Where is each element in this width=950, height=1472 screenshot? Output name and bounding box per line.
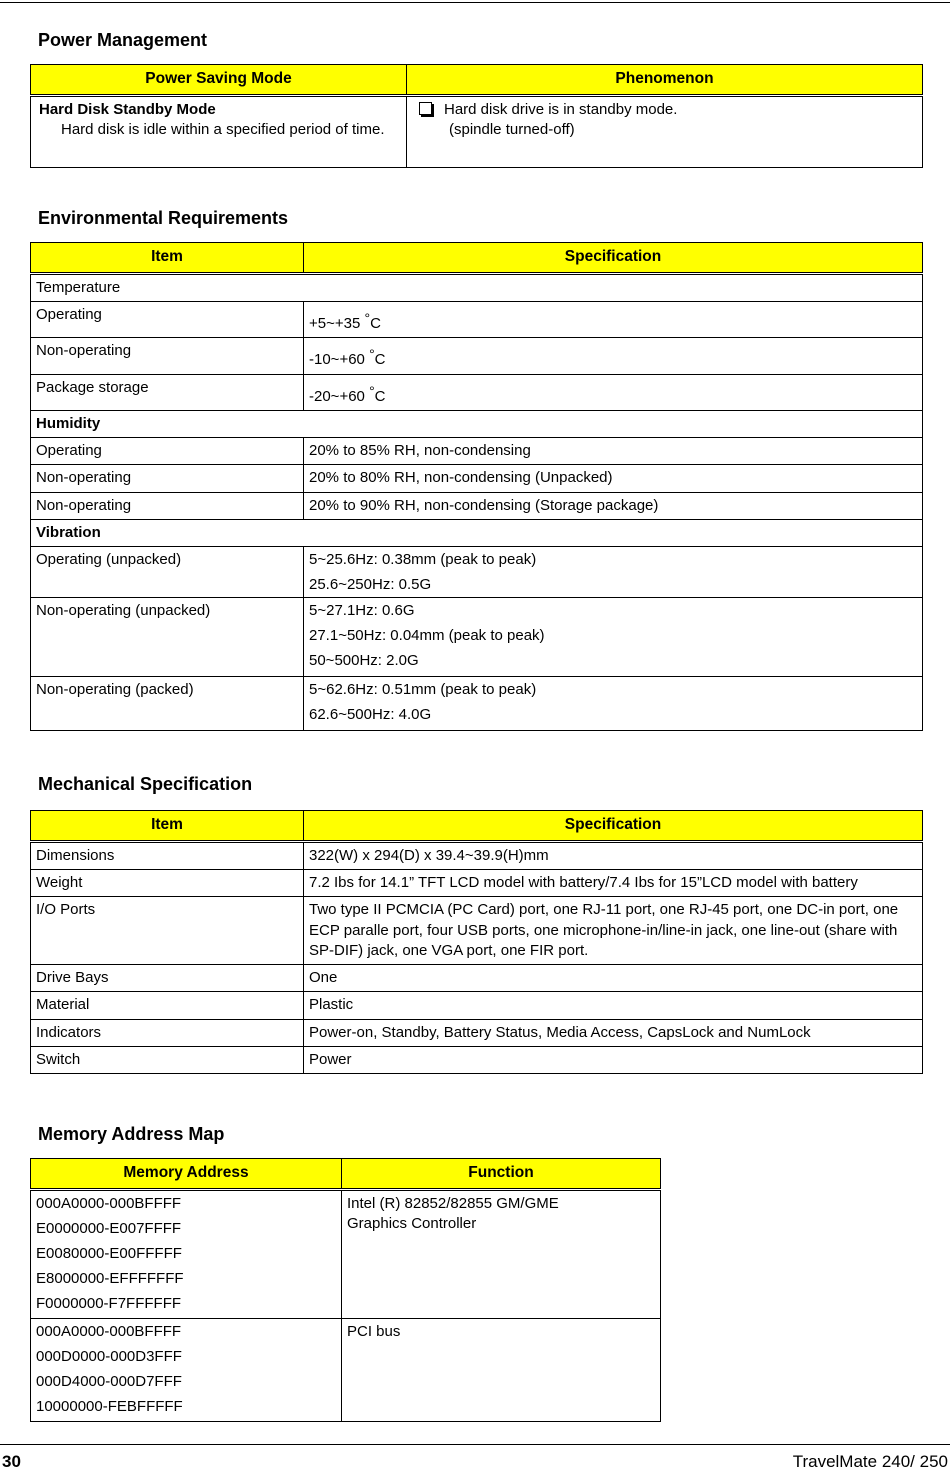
header-phenomenon: Phenomenon xyxy=(407,65,923,96)
row-item: Indicators xyxy=(31,1019,304,1046)
table-row xyxy=(31,338,923,374)
memory-function: PCI bus xyxy=(347,1322,401,1340)
table-row xyxy=(31,302,923,338)
row-spec: +5~+35 xyxy=(309,315,361,333)
header-specification: Specification xyxy=(304,243,923,274)
header-function: Function xyxy=(342,1159,661,1190)
row-item: Drive Bays xyxy=(31,965,304,992)
table-row xyxy=(31,1019,923,1046)
memory-map-table xyxy=(30,1158,661,1422)
table-row xyxy=(31,492,923,519)
row-spec: 20% to 90% RH, non-condensing (Storage package) xyxy=(304,492,923,519)
row-item: Non-operating xyxy=(31,492,304,519)
temp-unit: C xyxy=(370,315,381,333)
header-power-saving-mode: Power Saving Mode xyxy=(31,65,407,96)
memory-address: F0000000-F7FFFFFF xyxy=(36,1294,182,1312)
row-spec-line: 25.6~250Hz: 0.5G xyxy=(309,576,432,594)
row-spec-line: 5~27.1Hz: 0.6G xyxy=(309,602,415,620)
header-memory-address: Memory Address xyxy=(31,1159,342,1190)
table-row xyxy=(31,465,923,492)
memory-function: Intel (R) 82852/82855 GM/GME xyxy=(347,1194,559,1212)
row-spec: -20~+60 xyxy=(309,387,365,405)
table-row xyxy=(31,870,923,897)
row-item: Switch xyxy=(31,1046,304,1073)
top-rule xyxy=(0,2,950,3)
memory-address: E0000000-E007FFFF xyxy=(36,1219,182,1237)
row-spec: Power-on, Standby, Battery Status, Media Access, CapsLock and NumLock xyxy=(304,1019,923,1046)
row-spec: 20% to 80% RH, non-condensing (Unpacked) xyxy=(304,465,923,492)
table-row xyxy=(31,992,923,1019)
environmental-title: Environmental Requirements xyxy=(38,208,289,228)
checkbox-bullet-icon xyxy=(419,102,432,115)
mode-name: Hard Disk Standby Mode xyxy=(39,100,216,118)
footer-rule xyxy=(0,1444,950,1445)
degree-icon: ° xyxy=(369,382,375,399)
temp-unit: C xyxy=(374,351,386,369)
page-number: 30 xyxy=(2,1452,21,1471)
environmental-table xyxy=(30,242,923,731)
mode-description: Hard disk is idle within a specified period of time. xyxy=(61,121,385,139)
row-spec-line: 27.1~50Hz: 0.04mm (peak to peak) xyxy=(309,627,545,645)
table-row xyxy=(31,1189,661,1318)
row-spec: 20% to 85% RH, non-condensing xyxy=(304,438,923,465)
temperature-group: Temperature xyxy=(31,273,923,301)
memory-address: 000D0000-000D3FFF xyxy=(36,1347,182,1365)
row-spec: Power xyxy=(304,1046,923,1073)
table-row xyxy=(31,841,923,869)
footer-product-title: TravelMate 240/ 250 xyxy=(792,1452,948,1471)
row-item: I/O Ports xyxy=(31,897,304,965)
mechanical-title: Mechanical Specification xyxy=(38,774,253,794)
row-spec: 7.2 Ibs for 14.1” TFT LCD model with battery/7.4 Ibs for 15”LCD model with battery xyxy=(304,870,923,897)
row-spec-line: 5~62.6Hz: 0.51mm (peak to peak) xyxy=(309,681,537,699)
memory-function: Graphics Controller xyxy=(347,1215,477,1233)
row-item: Package storage xyxy=(31,374,304,410)
row-item: Operating (unpacked) xyxy=(31,547,304,598)
power-management-table xyxy=(30,64,923,168)
row-spec-line: 50~500Hz: 2.0G xyxy=(309,652,419,670)
memory-address: 000A0000-000BFFFF xyxy=(36,1194,182,1212)
memory-address: E0080000-E00FFFFF xyxy=(36,1244,182,1262)
row-item: Non-operating xyxy=(31,338,304,374)
row-item: Non-operating (unpacked) xyxy=(31,598,304,677)
row-item: Operating xyxy=(31,302,304,338)
row-spec: One xyxy=(304,965,923,992)
degree-icon: ° xyxy=(369,346,375,363)
row-item: Material xyxy=(31,992,304,1019)
row-spec: 322(W) x 294(D) x 39.4~39.9(H)mm xyxy=(304,841,923,869)
table-row xyxy=(31,677,923,731)
phenomenon-line1: Hard disk drive is in standby mode. xyxy=(444,100,678,118)
table-row xyxy=(31,965,923,992)
header-item: Item xyxy=(31,243,304,274)
vibration-group: Vibration xyxy=(31,519,923,546)
table-row xyxy=(31,897,923,965)
row-item: Operating xyxy=(31,438,304,465)
table-row xyxy=(31,374,923,410)
table-row xyxy=(31,1046,923,1073)
memory-address: 000A0000-000BFFFF xyxy=(36,1322,182,1340)
table-row xyxy=(31,547,923,598)
row-spec: -10~+60 xyxy=(309,351,365,369)
table-row xyxy=(31,598,923,677)
phenomenon-line2: (spindle turned-off) xyxy=(449,121,575,139)
row-spec-line: 62.6~500Hz: 4.0G xyxy=(309,706,432,724)
row-spec: Two type II PCMCIA (PC Card) port, one RJ-11 port, one RJ-45 port, one DC-in port, one ECP paralle port, four USB ports, one microphone-in/line-in jack, one line-out (share with SP-DIF) jack, one VGA port, one FIR port. xyxy=(304,897,923,965)
degree-icon: ° xyxy=(364,310,371,327)
memory-map-title: Memory Address Map xyxy=(38,1124,225,1144)
row-item: Dimensions xyxy=(31,841,304,869)
header-item: Item xyxy=(31,811,304,842)
table-row xyxy=(31,438,923,465)
memory-address: 10000000-FEBFFFFF xyxy=(36,1397,183,1415)
humidity-group: Humidity xyxy=(31,410,923,437)
memory-address: 000D4000-000D7FFF xyxy=(36,1372,182,1390)
row-item: Non-operating (packed) xyxy=(31,677,304,731)
mechanical-table xyxy=(30,810,923,1074)
row-item: Weight xyxy=(31,870,304,897)
memory-address: E8000000-EFFFFFFF xyxy=(36,1269,184,1287)
row-spec-line: 5~25.6Hz: 0.38mm (peak to peak) xyxy=(309,551,537,569)
table-row xyxy=(31,1318,661,1421)
power-management-title: Power Management xyxy=(38,30,208,50)
temp-unit: C xyxy=(374,387,386,405)
row-item: Non-operating xyxy=(31,465,304,492)
header-specification: Specification xyxy=(304,811,923,842)
row-spec: Plastic xyxy=(304,992,923,1019)
